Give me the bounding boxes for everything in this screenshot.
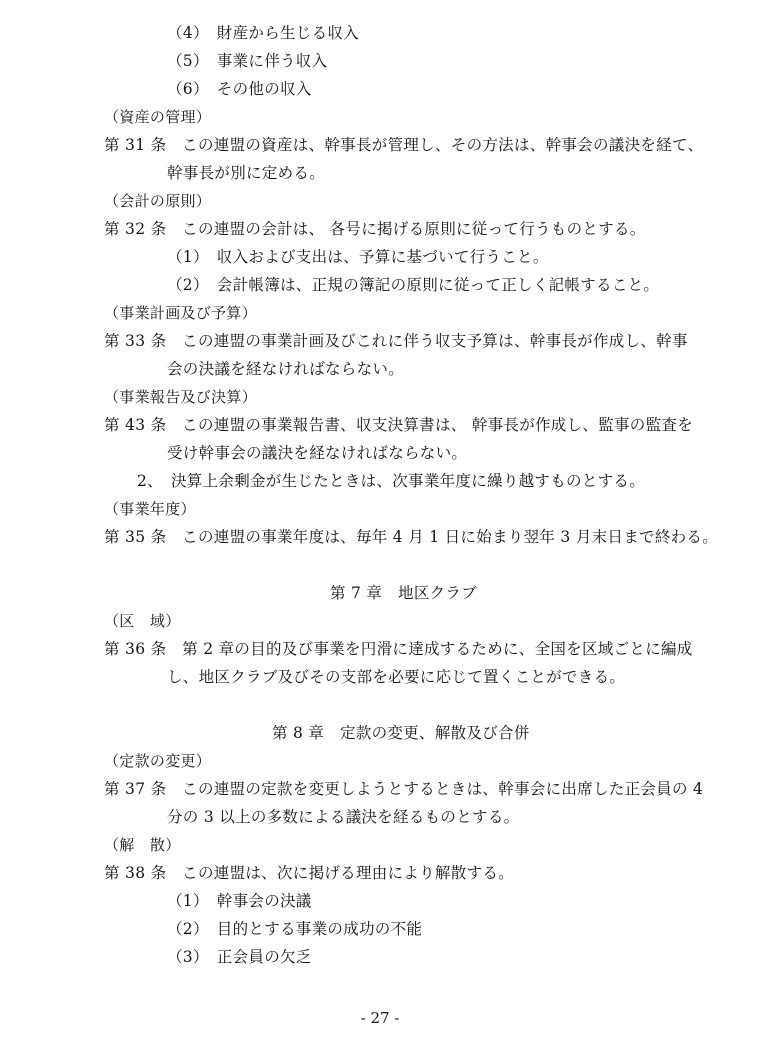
article-35-line-1: 第 35 条 この連盟の事業年度は、毎年 4 月 1 日に始まり翌年 3 月末日まで終わる。 [104,528,719,546]
section-heading-district: （区 域） [104,612,181,630]
article-36-line-1: 第 36 条 第 2 章の目的及び事業を円滑に達成するために、全国を区域ごとに編成 [104,640,693,658]
section-heading-asset-management: （資産の管理） [104,108,212,126]
section-heading-articles-amendment: （定款の変更） [104,752,212,770]
article-31-line-2: 幹事長が別に定める。 [167,164,326,182]
article-43-paragraph-2: 2、 決算上余剰金が生じたときは、次事業年度に繰り越すものとする。 [137,472,646,490]
article-32-item-2: （2） 会計帳簿は、正規の簿記の原則に従って正しく記帳すること。 [167,276,660,294]
article-31-line-1: 第 31 条 この連盟の資産は、幹事長が管理し、その方法は、幹事会の議決を経て、 [104,136,704,154]
section-heading-business-plan: （事業計画及び予算） [104,304,258,322]
article-37-line-2: 分の 3 以上の多数による議決を経るものとする。 [167,808,520,826]
article-43-line-1: 第 43 条 この連盟の事業報告書、収支決算書は、 幹事長が作成し、監事の監査を [104,416,694,434]
article-38-item-2: （2） 目的とする事業の成功の不能 [167,920,423,938]
list-item-6: （6） その他の収入 [167,80,312,98]
section-heading-accounting-principles: （会計の原則） [104,192,212,210]
article-38-line-1: 第 38 条 この連盟は、次に掲げる理由により解散する。 [104,864,514,882]
article-37-line-1: 第 37 条 この連盟の定款を変更しようとするときは、幹事会に出席した正会員の 4 [104,780,704,798]
section-heading-fiscal-year: （事業年度） [104,500,196,518]
chapter-7-title: 第 7 章 地区クラブ [330,584,478,602]
list-item-5: （5） 事業に伴う収入 [167,52,328,70]
chapter-8-title: 第 8 章 定款の変更、解散及び合併 [272,724,530,742]
section-heading-dissolution: （解 散） [104,836,181,854]
section-heading-business-report: （事業報告及び決算） [104,388,258,406]
article-36-line-2: し、地区クラブ及びその支部を必要に応じて置くことができる。 [167,668,626,686]
page-number: - 27 - [360,1009,400,1027]
article-33-line-2: 会の決議を経なければならない。 [167,360,405,378]
article-32-item-1: （1） 収入および支出は、予算に基づいて行うこと。 [167,248,549,266]
list-item-4: （4） 財産から生じる収入 [167,24,360,42]
article-43-line-2: 受け幹事会の議決を経なければならない。 [167,444,468,462]
article-32-line-1: 第 32 条 この連盟の会計は、 各号に掲げる原則に従って行うものとする。 [104,220,646,238]
article-33-line-1: 第 33 条 この連盟の事業計画及びこれに伴う収支予算は、幹事長が作成し、幹事 [104,332,688,350]
article-38-item-1: （1） 幹事会の決議 [167,892,312,910]
article-38-item-3: （3） 正会員の欠乏 [167,948,312,966]
